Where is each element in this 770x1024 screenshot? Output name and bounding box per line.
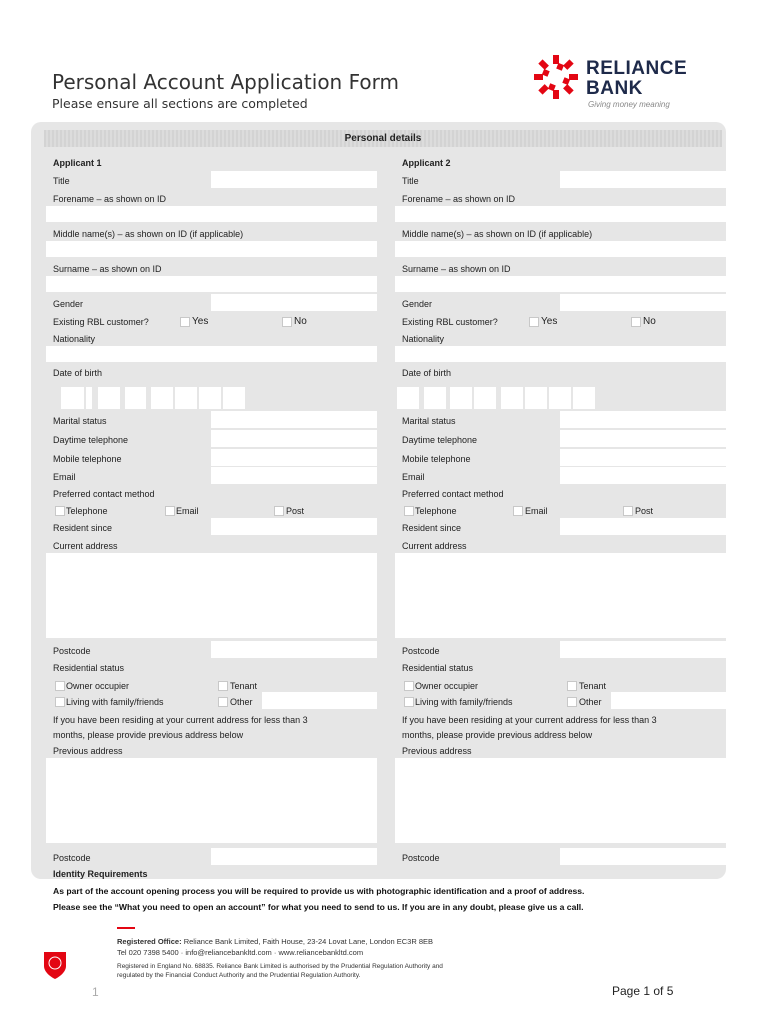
nationality-label: Nationality [402, 334, 445, 344]
existing-no-label: No [294, 316, 307, 327]
contact-details: Tel 020 7398 5400 · info@reliancebankltd.com · www.reliancebankltd.com [117, 948, 364, 957]
dob-day1[interactable] [397, 387, 419, 409]
contact-email-checkbox[interactable] [513, 506, 523, 516]
surname-label: Surname – as shown on ID [402, 264, 511, 274]
nationality-label: Nationality [53, 334, 96, 344]
tenant-label: Tenant [579, 681, 607, 691]
contact-post-checkbox[interactable] [274, 506, 284, 516]
contact-telephone-label: Telephone [66, 506, 108, 516]
living-with-family-checkbox[interactable] [55, 697, 65, 707]
owner-occupier-label: Owner occupier [415, 681, 479, 691]
tenant-checkbox[interactable] [218, 681, 228, 691]
residency-note-line2: months, please provide previous address below [402, 730, 593, 740]
applicant-heading: Applicant 2 [402, 158, 451, 168]
gender-label: Gender [402, 299, 433, 309]
forename-field[interactable] [46, 206, 377, 222]
registered-office [117, 937, 433, 946]
existing-yes-label: Yes [192, 316, 209, 327]
previous-postcode-field[interactable] [211, 848, 377, 865]
applicant-heading: Applicant 1 [53, 158, 102, 168]
residential-status-label: Residential status [53, 663, 125, 673]
daytime-telephone-field[interactable] [211, 430, 377, 447]
marital-status-label: Marital status [53, 416, 107, 426]
title-field[interactable] [211, 171, 377, 188]
dob-year3[interactable] [549, 387, 571, 409]
other-label: Other [579, 697, 602, 707]
owner-occupier-checkbox[interactable] [404, 681, 414, 691]
existing-customer-label: Existing RBL customer? [53, 317, 149, 327]
existing-yes-checkbox[interactable] [180, 317, 190, 327]
dob-year3[interactable] [199, 387, 221, 409]
mobile-telephone-label: Mobile telephone [53, 454, 122, 464]
reliance-bank-logo-icon [530, 52, 582, 102]
contact-email-checkbox[interactable] [165, 506, 175, 516]
previous-address-label: Previous address [53, 746, 123, 756]
regulation-line1: Registered in England No. 68835. Reliance Bank Limited is authorised by the Prudential Regulation Authority and [117, 963, 443, 970]
previous-address-label: Previous address [402, 746, 472, 756]
footer-accent-line [117, 927, 135, 929]
identity-line1: As part of the account opening process you will be required to provide us with photographic identification and a proof of address. [53, 886, 585, 896]
contact-telephone-checkbox[interactable] [55, 506, 65, 516]
residency-note-line2: months, please provide previous address below [53, 730, 244, 740]
middle-name-label: Middle name(s) – as shown on ID (if applicable) [402, 229, 593, 239]
existing-no-checkbox[interactable] [631, 317, 641, 327]
contact-post-label: Post [286, 506, 305, 516]
dob-year1[interactable] [151, 387, 173, 409]
forename-label: Forename – as shown on ID [402, 194, 516, 204]
gender-field[interactable] [211, 294, 377, 311]
existing-no-checkbox[interactable] [282, 317, 292, 327]
section-header: Personal details [44, 130, 722, 147]
contact-post-checkbox[interactable] [623, 506, 633, 516]
tenant-label: Tenant [230, 681, 258, 691]
previous-address-field[interactable] [395, 758, 726, 843]
dob-year2[interactable] [175, 387, 197, 409]
identity-line2: Please see the “What you need to open an account” for what you need to send to us. If you are in any doubt, please give us a call. [53, 902, 584, 912]
current-address-field[interactable] [46, 553, 377, 638]
marital-status-field[interactable] [211, 411, 377, 428]
forename-field[interactable] [395, 206, 726, 222]
form-subtitle: Please ensure all sections are completed [52, 96, 308, 111]
form-title: Personal Account Application Form [52, 70, 399, 94]
previous-postcode-label: Postcode [53, 853, 91, 863]
resident-since-field[interactable] [211, 518, 377, 535]
resident-since-field[interactable] [560, 518, 726, 535]
contact-telephone-checkbox[interactable] [404, 506, 414, 516]
other-label: Other [230, 697, 253, 707]
dob-month2[interactable] [474, 387, 496, 409]
page-number-small: 1 [92, 985, 99, 999]
brand-name-line1: RELIANCE [586, 58, 688, 79]
title-field[interactable] [560, 171, 726, 188]
gender-label: Gender [53, 299, 84, 309]
existing-yes-checkbox[interactable] [529, 317, 539, 327]
mobile-telephone-field[interactable] [211, 449, 377, 466]
previous-postcode-field[interactable] [560, 848, 726, 865]
current-address-label: Current address [402, 541, 467, 551]
existing-yes-label: Yes [541, 316, 558, 327]
mobile-telephone-label: Mobile telephone [402, 454, 471, 464]
email-label: Email [53, 472, 76, 482]
gender-field[interactable] [560, 294, 726, 311]
other-checkbox[interactable] [218, 697, 228, 707]
surname-field[interactable] [395, 276, 726, 292]
brand-name-line2: BANK [586, 78, 643, 99]
dob-label: Date of birth [402, 368, 452, 378]
salvation-army-shield-icon [38, 948, 72, 982]
dob-day1[interactable] [61, 387, 84, 409]
existing-no-label: No [643, 316, 656, 327]
nationality-field[interactable] [46, 346, 377, 362]
registered-office-address: Reliance Bank Limited, Faith House, 23-24 Lovat Lane, London EC3R 8EB [183, 937, 434, 946]
owner-occupier-checkbox[interactable] [55, 681, 65, 691]
current-address-label: Current address [53, 541, 118, 551]
email-field[interactable] [560, 467, 726, 484]
residency-note-line1: If you have been residing at your current address for less than 3 [402, 715, 657, 725]
contact-email-label: Email [525, 506, 548, 516]
surname-label: Surname – as shown on ID [53, 264, 162, 274]
forename-label: Forename – as shown on ID [53, 194, 167, 204]
contact-email-label: Email [176, 506, 199, 516]
contact-post-label: Post [635, 506, 654, 516]
page-indicator: Page 1 of 5 [612, 984, 674, 998]
postcode-label: Postcode [402, 646, 440, 656]
daytime-telephone-field[interactable] [560, 430, 726, 447]
preferred-contact-label: Preferred contact method [402, 489, 504, 499]
middle-name-label: Middle name(s) – as shown on ID (if applicable) [53, 229, 244, 239]
previous-postcode-label: Postcode [402, 853, 440, 863]
living-with-family-label: Living with family/friends [66, 697, 164, 707]
mobile-telephone-field[interactable] [560, 449, 726, 466]
email-label: Email [402, 472, 425, 482]
resident-since-label: Resident since [53, 523, 113, 533]
other-field[interactable] [262, 692, 377, 709]
previous-address-field[interactable] [46, 758, 377, 843]
middle-name-field[interactable] [46, 241, 377, 257]
current-address-field[interactable] [395, 553, 726, 638]
existing-customer-label: Existing RBL customer? [402, 317, 498, 327]
other-field[interactable] [611, 692, 726, 709]
resident-since-label: Resident since [402, 523, 462, 533]
preferred-contact-label: Preferred contact method [53, 489, 155, 499]
dob-year1[interactable] [501, 387, 523, 409]
dob-month1[interactable] [450, 387, 472, 409]
regulation-line2: regulated by the Financial Conduct Authority and the Prudential Regulation Authority. [117, 972, 361, 979]
dob-month2[interactable] [125, 387, 146, 409]
tenant-checkbox[interactable] [567, 681, 577, 691]
marital-status-field[interactable] [560, 411, 726, 428]
brand-tagline: Giving money meaning [588, 100, 670, 109]
surname-field[interactable] [46, 276, 377, 292]
residential-status-label: Residential status [402, 663, 474, 673]
dob-year4[interactable] [573, 387, 595, 409]
residency-note-line1: If you have been residing at your current address for less than 3 [53, 715, 308, 725]
living-with-family-label: Living with family/friends [415, 697, 513, 707]
daytime-telephone-label: Daytime telephone [402, 435, 478, 445]
dob-label: Date of birth [53, 368, 103, 378]
dob-year2[interactable] [525, 387, 547, 409]
middle-name-field[interactable] [395, 241, 726, 257]
dob-month1[interactable] [98, 387, 120, 409]
dob-day2[interactable] [86, 387, 92, 409]
contact-telephone-label: Telephone [415, 506, 457, 516]
nationality-field[interactable] [395, 346, 726, 362]
marital-status-label: Marital status [402, 416, 456, 426]
title-label: Title [402, 176, 419, 186]
living-with-family-checkbox[interactable] [404, 697, 414, 707]
postcode-label: Postcode [53, 646, 91, 656]
title-label: Title [53, 176, 70, 186]
email-field[interactable] [211, 467, 377, 484]
identity-heading: Identity Requirements [53, 869, 148, 879]
dob-day2[interactable] [424, 387, 446, 409]
postcode-field[interactable] [560, 641, 726, 658]
owner-occupier-label: Owner occupier [66, 681, 130, 691]
other-checkbox[interactable] [567, 697, 577, 707]
registered-office-label: Registered Office: [117, 937, 182, 946]
daytime-telephone-label: Daytime telephone [53, 435, 129, 445]
postcode-field[interactable] [211, 641, 377, 658]
dob-year4[interactable] [223, 387, 245, 409]
